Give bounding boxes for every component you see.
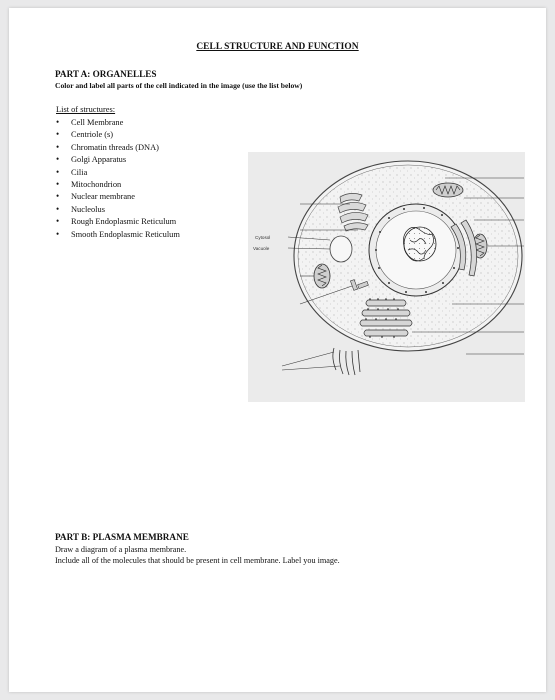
bullet-icon: • <box>56 191 60 202</box>
cilia <box>333 348 360 375</box>
structure-name: Cell Membrane <box>71 118 124 127</box>
list-item <box>56 166 180 178</box>
mitochondrion-left <box>314 264 330 288</box>
structure-name: Mitochondrion <box>71 179 122 189</box>
nucleolus <box>404 227 436 261</box>
document-title: CELL STRUCTURE AND FUNCTION <box>196 42 359 52</box>
list-item <box>56 228 180 240</box>
structure-name: Cilia <box>71 167 88 177</box>
vacuole <box>330 236 352 262</box>
bullet-icon: • <box>56 228 60 239</box>
part-b-heading: PART B: PLASMA MEMBRANE <box>55 532 189 542</box>
structure-name: Centriole (s) <box>71 130 114 140</box>
part-a-instructions: Color and label all parts of the cell indicated in the image (use the list below) <box>55 81 303 90</box>
document-page <box>9 8 546 692</box>
list-item <box>56 203 180 215</box>
list-item <box>56 178 180 190</box>
structure-name: Golgi Apparatus <box>71 155 127 165</box>
list-item <box>56 128 180 140</box>
structure-name: Nucleolus <box>71 204 105 214</box>
bullet-icon: • <box>56 117 60 127</box>
structure-list-heading: List of structures: <box>56 105 116 114</box>
list-item <box>56 116 180 128</box>
vacuole-label: Vacuole <box>253 246 270 251</box>
cell-diagram-drawing <box>248 152 525 402</box>
bullet-icon: • <box>56 216 60 227</box>
part-b-instructions-2: Include all of the molecules that should be present in cell membrane. Label you image. <box>55 556 340 565</box>
mitochondrion-top <box>433 183 463 197</box>
structure-name: Chromatin threads (DNA) <box>71 142 159 152</box>
part-b-instructions-1: Draw a diagram of a plasma membrane. <box>55 545 187 554</box>
structure-name: Smooth Endoplasmic Reticulum <box>71 229 180 239</box>
bullet-icon: • <box>56 154 60 165</box>
structure-list <box>56 116 180 240</box>
bullet-icon: • <box>56 203 60 214</box>
list-item <box>56 141 180 153</box>
list-item <box>56 190 180 202</box>
structure-name: Rough Endoplasmic Reticulum <box>71 217 177 227</box>
cytosol-label: Cytosol <box>255 235 271 240</box>
part-a-heading: PART A: ORGANELLES <box>55 69 157 79</box>
bullet-icon: • <box>56 129 60 140</box>
list-item <box>56 153 180 165</box>
bullet-icon: • <box>56 178 60 189</box>
bullet-icon: • <box>56 141 60 152</box>
structure-name: Nuclear membrane <box>71 192 135 202</box>
list-item <box>56 215 180 227</box>
cell-diagram <box>248 152 525 402</box>
bullet-icon: • <box>56 166 60 177</box>
